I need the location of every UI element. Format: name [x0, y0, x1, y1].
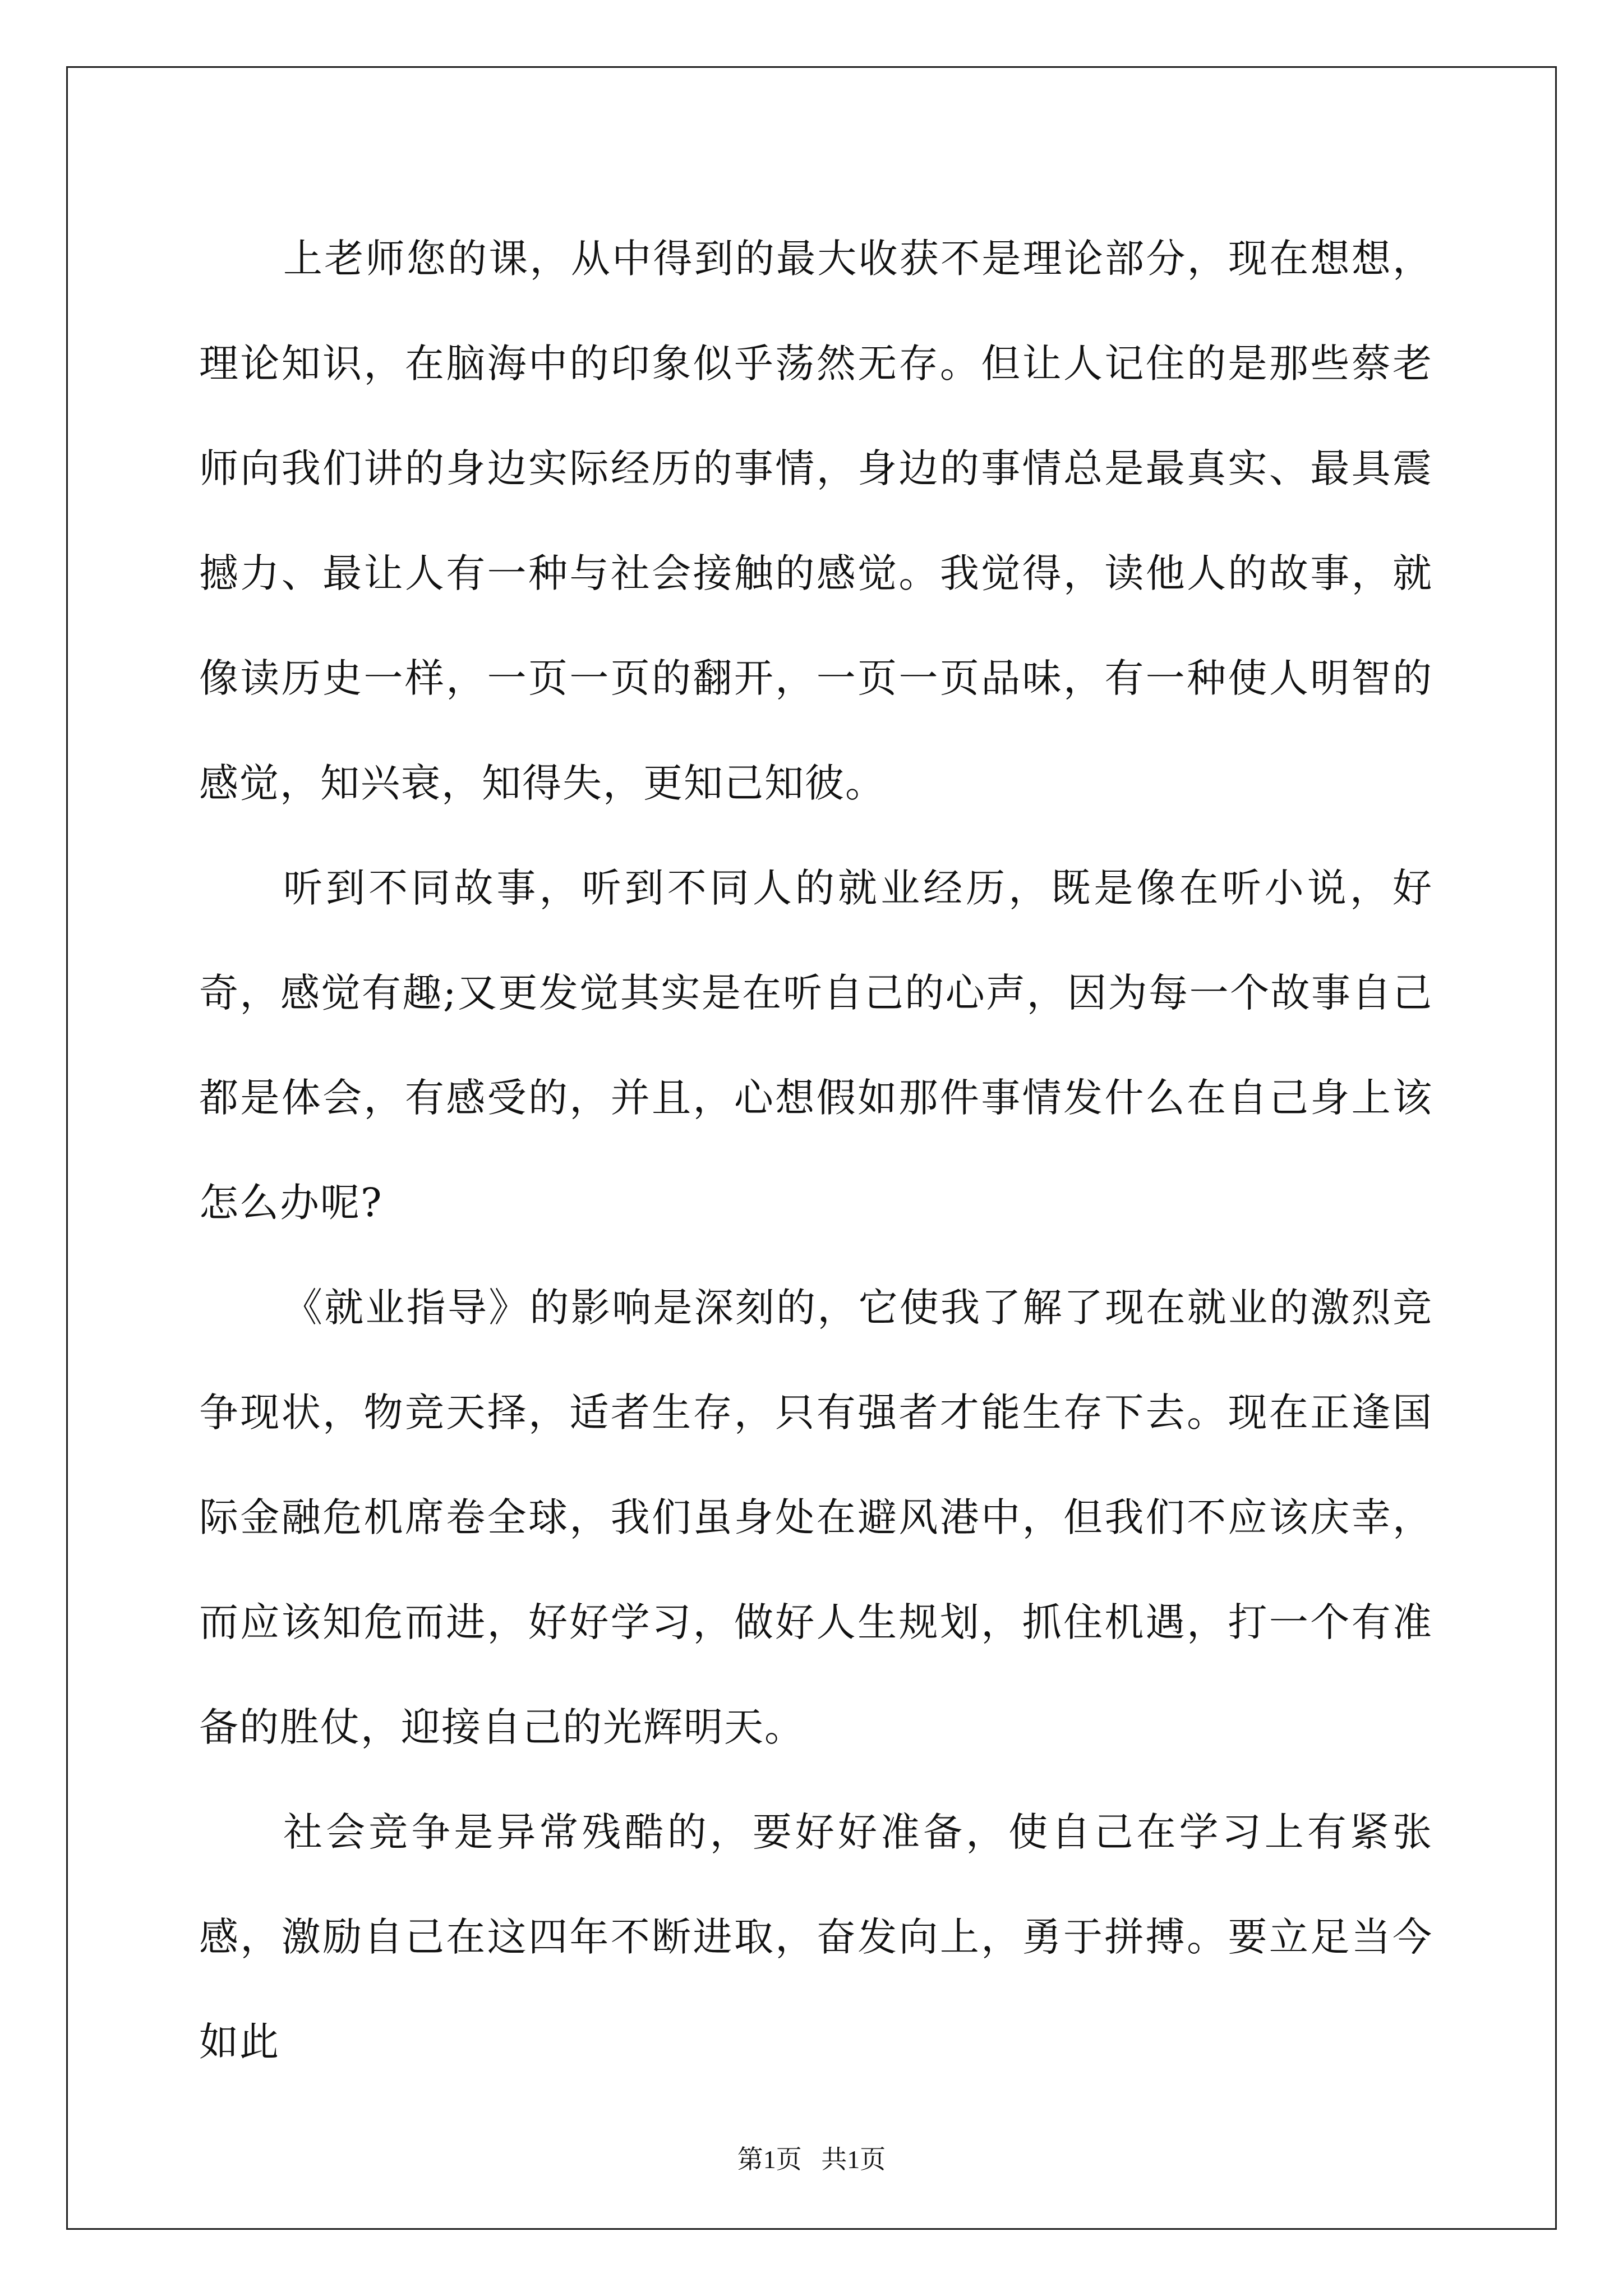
page-total: 共1页: [821, 2145, 886, 2174]
document-body: [199, 206, 1433, 2095]
paragraph-2: 听到不同故事，听到不同人的就业经历，既是像在听小说，好奇，感觉有趣;又更发觉其实是在听自己的心声，因为每一个故事自己都是体会，有感受的，并且，心想假如那件事情发什么在自己身上该怎么办呢?: [199, 865, 1433, 1226]
page-number: 第1页: [737, 2145, 802, 2174]
footer-separator: [802, 2145, 822, 2174]
paragraph-1: 上老师您的课，从中得到的最大收获不是理论部分，现在想想，理论知识，在脑海中的印象似乎荡然无存。但让人记住的是那些蔡老师向我们讲的身边实际经历的事情，身边的事情总是最真实、最具震撼力、最让人有一种与社会接触的感觉。我觉得，读他人的故事，就像读历史一样，一页一页的翻开，一页一页品味，有一种使人明智的感觉，知兴衰，知得失，更知己知彼。: [199, 236, 1433, 806]
page-footer: [0, 2143, 1623, 2177]
paragraph-3: 《就业指导》的影响是深刻的，它使我了解了现在就业的激烈竞争现状，物竞天择，适者生存，只有强者才能生存下去。现在正逢国际金融危机席卷全球，我们虽身处在避风港中，但我们不应该庆幸，而应该知危而进，好好学习，做好人生规划，抓住机遇，打一个有准备的胜仗，迎接自己的光辉明天。: [199, 1285, 1433, 1750]
paragraph-4: 社会竞争是异常残酷的，要好好准备，使自己在学习上有紧张感，激励自己在这四年不断进取，奋发向上，勇于拼搏。要立足当今如此: [199, 1809, 1433, 2065]
